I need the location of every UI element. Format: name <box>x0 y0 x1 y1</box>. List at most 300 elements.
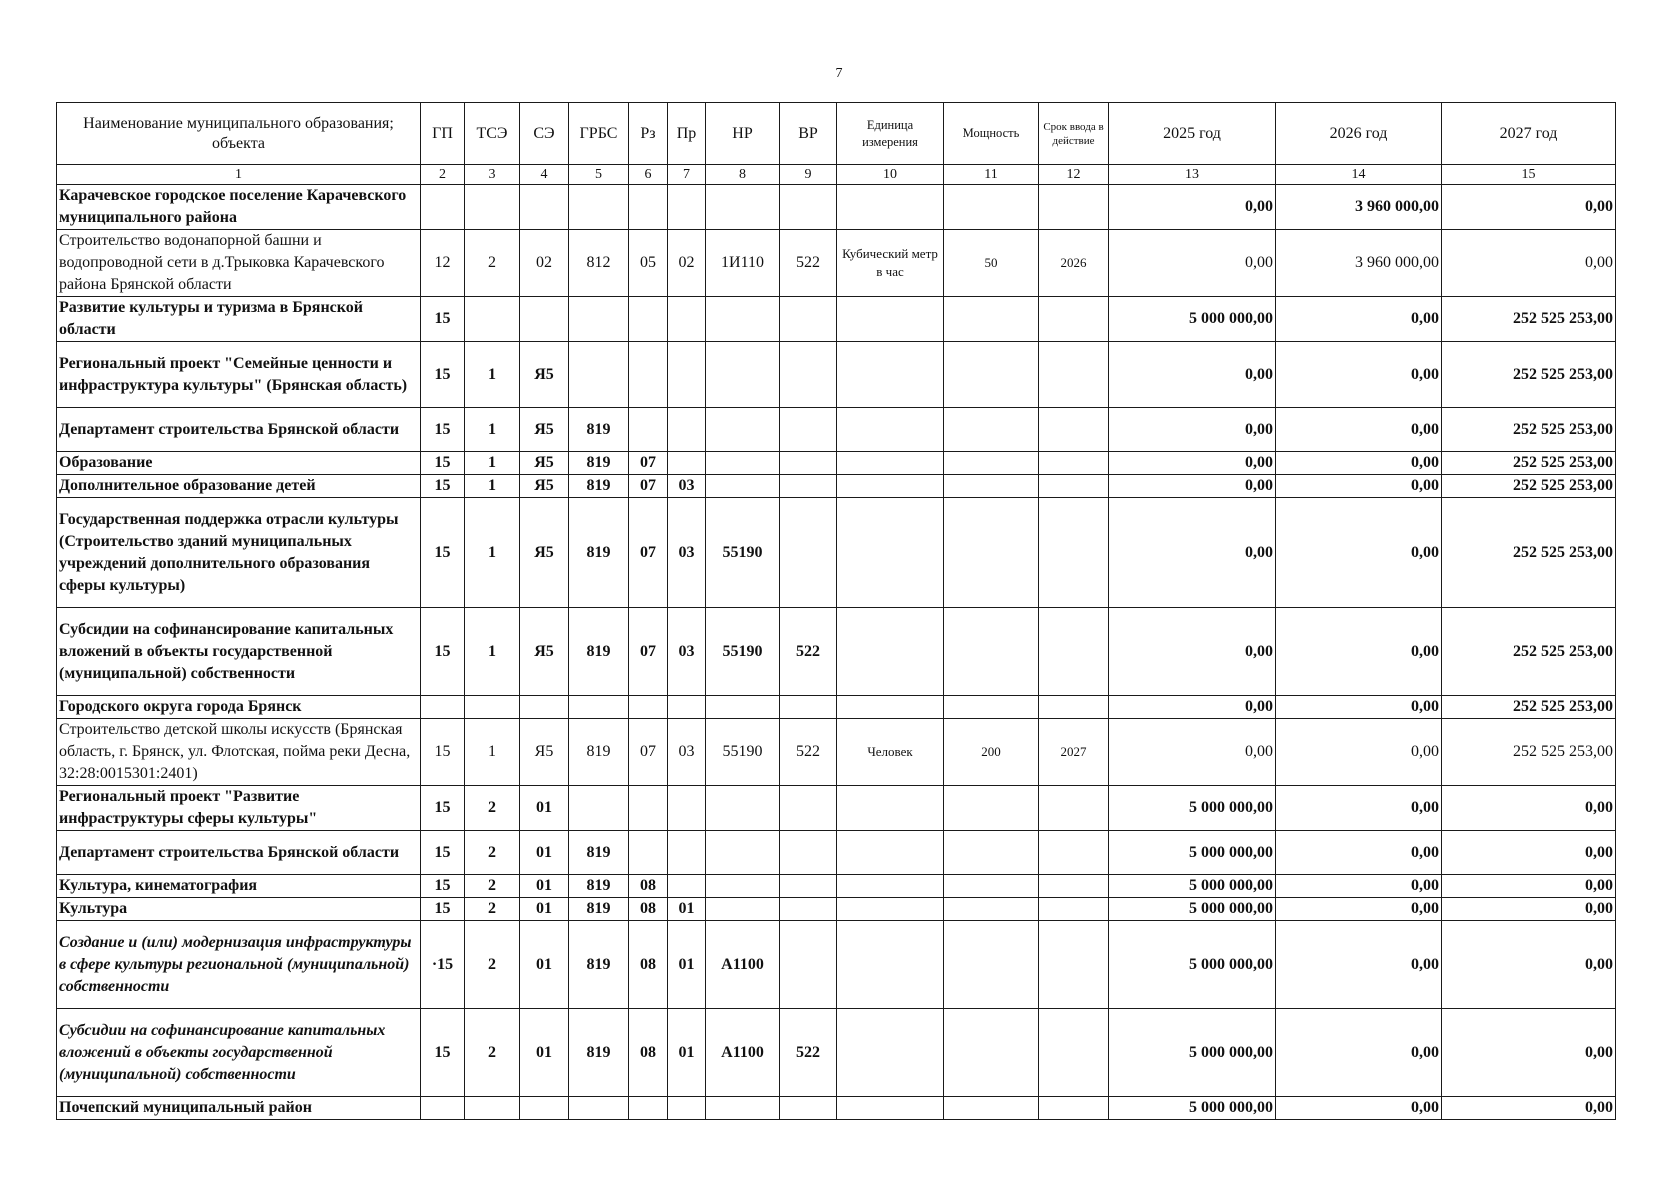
header-power: Мощность <box>944 103 1039 165</box>
cell-grbs: 819 <box>569 875 629 898</box>
cell-se <box>520 1097 569 1120</box>
cell-term <box>1039 786 1109 831</box>
cell-nr <box>706 875 780 898</box>
cell-unit <box>837 498 944 608</box>
cell-gp: 15 <box>421 786 465 831</box>
column-number: 8 <box>706 165 780 185</box>
header-2026: 2026 год <box>1276 103 1442 165</box>
cell-nr <box>706 408 780 452</box>
cell-grbs: 819 <box>569 498 629 608</box>
cell-grbs: 819 <box>569 898 629 921</box>
cell-y2026: 0,00 <box>1276 831 1442 875</box>
cell-grbs: 819 <box>569 408 629 452</box>
cell-y2026: 0,00 <box>1276 475 1442 498</box>
cell-pr: 03 <box>668 719 706 786</box>
cell-nr: 55190 <box>706 608 780 696</box>
cell-y2027: 0,00 <box>1442 898 1616 921</box>
cell-unit <box>837 1097 944 1120</box>
cell-rz <box>629 342 668 408</box>
cell-y2027: 0,00 <box>1442 1097 1616 1120</box>
cell-unit <box>837 1009 944 1097</box>
header-term: Срок ввода в действие <box>1039 103 1109 165</box>
cell-pr <box>668 342 706 408</box>
table-row <box>57 230 1616 297</box>
cell-y2026: 0,00 <box>1276 719 1442 786</box>
cell-y2027: 252 525 253,00 <box>1442 297 1616 342</box>
cell-grbs <box>569 786 629 831</box>
cell-vr <box>780 696 837 719</box>
cell-pr <box>668 297 706 342</box>
cell-unit <box>837 342 944 408</box>
header-tse: ТСЭ <box>465 103 520 165</box>
cell-name: Региональный проект "Семейные ценности и инфраструктура культуры" (Брянская область) <box>57 342 421 408</box>
cell-nr <box>706 831 780 875</box>
cell-power <box>944 1097 1039 1120</box>
table-row <box>57 719 1616 786</box>
cell-name: Карачевское городское поселение Карачевского муниципального района <box>57 185 421 230</box>
column-number: 6 <box>629 165 668 185</box>
cell-term <box>1039 185 1109 230</box>
budget-table <box>56 102 1616 1120</box>
cell-pr <box>668 875 706 898</box>
cell-power: 200 <box>944 719 1039 786</box>
header-2025: 2025 год <box>1109 103 1276 165</box>
cell-y2025: 5 000 000,00 <box>1109 1009 1276 1097</box>
cell-pr <box>668 408 706 452</box>
cell-grbs <box>569 297 629 342</box>
cell-gp: 15 <box>421 719 465 786</box>
cell-rz <box>629 408 668 452</box>
cell-name: Государственная поддержка отрасли культуры (Строительство зданий муниципальных учреждений дополнительного образования сферы культуры) <box>57 498 421 608</box>
cell-gp <box>421 185 465 230</box>
cell-rz: 08 <box>629 898 668 921</box>
cell-term <box>1039 921 1109 1009</box>
table-row <box>57 342 1616 408</box>
cell-tse: 1 <box>465 342 520 408</box>
cell-term: 2026 <box>1039 230 1109 297</box>
cell-y2026: 3 960 000,00 <box>1276 230 1442 297</box>
cell-unit: Человек <box>837 719 944 786</box>
cell-pr: 03 <box>668 498 706 608</box>
cell-name: Дополнительное образование детей <box>57 475 421 498</box>
cell-pr: 01 <box>668 1009 706 1097</box>
cell-power <box>944 297 1039 342</box>
cell-name: Развитие культуры и туризма в Брянской области <box>57 297 421 342</box>
cell-name: Департамент строительства Брянской области <box>57 408 421 452</box>
cell-term <box>1039 608 1109 696</box>
header-row <box>57 103 1616 165</box>
cell-term <box>1039 1009 1109 1097</box>
cell-unit: Кубический метр в час <box>837 230 944 297</box>
cell-rz: 08 <box>629 875 668 898</box>
cell-pr <box>668 786 706 831</box>
cell-nr <box>706 297 780 342</box>
cell-unit <box>837 608 944 696</box>
cell-name: Создание и (или) модернизация инфраструктуры в сфере культуры региональной (муниципальной) собственности <box>57 921 421 1009</box>
cell-power <box>944 921 1039 1009</box>
cell-grbs: 819 <box>569 452 629 475</box>
column-number: 4 <box>520 165 569 185</box>
cell-vr <box>780 498 837 608</box>
column-number: 14 <box>1276 165 1442 185</box>
cell-y2026: 0,00 <box>1276 608 1442 696</box>
cell-unit <box>837 786 944 831</box>
cell-y2027: 252 525 253,00 <box>1442 696 1616 719</box>
cell-se: Я5 <box>520 608 569 696</box>
table-row <box>57 475 1616 498</box>
table-row <box>57 185 1616 230</box>
header-pr: Пр <box>668 103 706 165</box>
cell-grbs: 819 <box>569 608 629 696</box>
table-row <box>57 921 1616 1009</box>
cell-se <box>520 297 569 342</box>
cell-y2025: 0,00 <box>1109 608 1276 696</box>
cell-vr <box>780 475 837 498</box>
cell-tse: 2 <box>465 921 520 1009</box>
cell-gp <box>421 1097 465 1120</box>
cell-grbs: 819 <box>569 719 629 786</box>
cell-se: Я5 <box>520 452 569 475</box>
column-number-row <box>57 165 1616 185</box>
cell-rz: 05 <box>629 230 668 297</box>
cell-tse: 2 <box>465 898 520 921</box>
header-rz: Рз <box>629 103 668 165</box>
cell-grbs: 819 <box>569 921 629 1009</box>
cell-y2026: 0,00 <box>1276 921 1442 1009</box>
cell-tse: 2 <box>465 1009 520 1097</box>
cell-unit <box>837 452 944 475</box>
cell-name: Региональный проект "Развитие инфраструктуры сферы культуры" <box>57 786 421 831</box>
column-number: 12 <box>1039 165 1109 185</box>
column-number: 11 <box>944 165 1039 185</box>
cell-y2026: 0,00 <box>1276 297 1442 342</box>
cell-power <box>944 408 1039 452</box>
cell-y2025: 0,00 <box>1109 185 1276 230</box>
cell-gp: 15 <box>421 342 465 408</box>
cell-se <box>520 185 569 230</box>
cell-se: Я5 <box>520 719 569 786</box>
cell-nr <box>706 696 780 719</box>
cell-y2027: 252 525 253,00 <box>1442 719 1616 786</box>
cell-power <box>944 498 1039 608</box>
cell-rz: 08 <box>629 921 668 1009</box>
cell-se: Я5 <box>520 342 569 408</box>
cell-nr: 55190 <box>706 719 780 786</box>
cell-power <box>944 452 1039 475</box>
cell-power <box>944 608 1039 696</box>
cell-rz <box>629 185 668 230</box>
cell-power: 50 <box>944 230 1039 297</box>
cell-nr <box>706 898 780 921</box>
cell-se: 01 <box>520 898 569 921</box>
cell-y2026: 0,00 <box>1276 498 1442 608</box>
cell-unit <box>837 831 944 875</box>
cell-grbs: 819 <box>569 831 629 875</box>
header-2027: 2027 год <box>1442 103 1616 165</box>
cell-rz: 08 <box>629 1009 668 1097</box>
cell-pr <box>668 696 706 719</box>
cell-y2026: 0,00 <box>1276 452 1442 475</box>
cell-name: Культура, кинематография <box>57 875 421 898</box>
cell-y2027: 0,00 <box>1442 185 1616 230</box>
cell-se <box>520 696 569 719</box>
cell-nr: А1100 <box>706 1009 780 1097</box>
cell-unit <box>837 898 944 921</box>
cell-y2025: 0,00 <box>1109 696 1276 719</box>
cell-power <box>944 475 1039 498</box>
cell-y2025: 5 000 000,00 <box>1109 921 1276 1009</box>
cell-vr <box>780 921 837 1009</box>
cell-gp: 15 <box>421 498 465 608</box>
cell-y2027: 252 525 253,00 <box>1442 475 1616 498</box>
cell-power <box>944 696 1039 719</box>
cell-unit <box>837 297 944 342</box>
cell-term <box>1039 297 1109 342</box>
cell-power <box>944 875 1039 898</box>
cell-nr: А1100 <box>706 921 780 1009</box>
cell-vr <box>780 831 837 875</box>
table-row <box>57 297 1616 342</box>
cell-y2027: 0,00 <box>1442 831 1616 875</box>
cell-y2026: 0,00 <box>1276 696 1442 719</box>
cell-gp: 15 <box>421 608 465 696</box>
cell-y2025: 0,00 <box>1109 498 1276 608</box>
column-number: 9 <box>780 165 837 185</box>
cell-term: 2027 <box>1039 719 1109 786</box>
cell-se: Я5 <box>520 498 569 608</box>
cell-nr <box>706 1097 780 1120</box>
column-number: 10 <box>837 165 944 185</box>
cell-y2025: 0,00 <box>1109 475 1276 498</box>
table-row <box>57 498 1616 608</box>
cell-pr: 01 <box>668 921 706 1009</box>
cell-gp: 15 <box>421 898 465 921</box>
cell-se: Я5 <box>520 408 569 452</box>
cell-y2026: 0,00 <box>1276 786 1442 831</box>
cell-rz: 07 <box>629 719 668 786</box>
header-se: СЭ <box>520 103 569 165</box>
cell-tse: 1 <box>465 408 520 452</box>
cell-y2027: 252 525 253,00 <box>1442 408 1616 452</box>
cell-tse: 2 <box>465 875 520 898</box>
cell-y2027: 0,00 <box>1442 786 1616 831</box>
cell-rz: 07 <box>629 608 668 696</box>
cell-nr <box>706 475 780 498</box>
cell-y2027: 0,00 <box>1442 230 1616 297</box>
cell-tse: 1 <box>465 498 520 608</box>
column-number: 15 <box>1442 165 1616 185</box>
cell-y2027: 0,00 <box>1442 875 1616 898</box>
cell-power <box>944 786 1039 831</box>
cell-rz <box>629 696 668 719</box>
table-row <box>57 898 1616 921</box>
cell-y2025: 5 000 000,00 <box>1109 1097 1276 1120</box>
cell-y2027: 0,00 <box>1442 1009 1616 1097</box>
header-nr: НР <box>706 103 780 165</box>
cell-y2027: 252 525 253,00 <box>1442 608 1616 696</box>
cell-vr: 522 <box>780 608 837 696</box>
column-number: 3 <box>465 165 520 185</box>
cell-name: Почепский муниципальный район <box>57 1097 421 1120</box>
cell-gp: ·15 <box>421 921 465 1009</box>
cell-vr: 522 <box>780 1009 837 1097</box>
cell-term <box>1039 831 1109 875</box>
cell-gp: 15 <box>421 297 465 342</box>
cell-se: 01 <box>520 831 569 875</box>
cell-unit <box>837 475 944 498</box>
cell-name: Субсидии на софинансирование капитальных вложений в объекты государственной (муниципальной) собственности <box>57 1009 421 1097</box>
cell-tse: 2 <box>465 230 520 297</box>
header-gp: ГП <box>421 103 465 165</box>
cell-y2026: 0,00 <box>1276 342 1442 408</box>
cell-tse <box>465 696 520 719</box>
cell-gp: 15 <box>421 831 465 875</box>
cell-unit <box>837 185 944 230</box>
cell-pr: 03 <box>668 608 706 696</box>
cell-y2025: 5 000 000,00 <box>1109 875 1276 898</box>
cell-power <box>944 831 1039 875</box>
cell-unit <box>837 875 944 898</box>
cell-vr <box>780 297 837 342</box>
cell-y2025: 5 000 000,00 <box>1109 898 1276 921</box>
table-body <box>57 185 1616 1120</box>
cell-tse: 1 <box>465 452 520 475</box>
cell-tse <box>465 1097 520 1120</box>
cell-rz <box>629 1097 668 1120</box>
cell-gp: 12 <box>421 230 465 297</box>
cell-y2025: 0,00 <box>1109 719 1276 786</box>
table-row <box>57 408 1616 452</box>
cell-name: Субсидии на софинансирование капитальных вложений в объекты государственной (муниципальной) собственности <box>57 608 421 696</box>
cell-tse: 2 <box>465 831 520 875</box>
cell-vr: 522 <box>780 719 837 786</box>
cell-unit <box>837 408 944 452</box>
cell-se: 01 <box>520 875 569 898</box>
cell-vr: 522 <box>780 230 837 297</box>
table-row <box>57 608 1616 696</box>
table-row <box>57 452 1616 475</box>
cell-vr <box>780 786 837 831</box>
cell-grbs <box>569 696 629 719</box>
cell-term <box>1039 875 1109 898</box>
cell-pr: 02 <box>668 230 706 297</box>
cell-gp: 15 <box>421 475 465 498</box>
cell-nr: 55190 <box>706 498 780 608</box>
table-row <box>57 831 1616 875</box>
cell-pr: 03 <box>668 475 706 498</box>
cell-grbs: 819 <box>569 1009 629 1097</box>
cell-y2026: 0,00 <box>1276 898 1442 921</box>
page-number: 7 <box>835 66 843 81</box>
cell-y2027: 252 525 253,00 <box>1442 498 1616 608</box>
column-number: 2 <box>421 165 465 185</box>
cell-pr <box>668 831 706 875</box>
cell-power <box>944 342 1039 408</box>
cell-nr <box>706 342 780 408</box>
header-name: Наименование муниципального образования; объекта <box>57 103 421 165</box>
cell-vr <box>780 1097 837 1120</box>
cell-grbs <box>569 185 629 230</box>
cell-y2026: 0,00 <box>1276 1097 1442 1120</box>
cell-rz: 07 <box>629 452 668 475</box>
cell-nr <box>706 185 780 230</box>
cell-y2025: 0,00 <box>1109 342 1276 408</box>
table-row <box>57 1097 1616 1120</box>
cell-name: Строительство водонапорной башни и водопроводной сети в д.Трыковка Карачевского района Брянской области <box>57 230 421 297</box>
cell-power <box>944 185 1039 230</box>
cell-name: Культура <box>57 898 421 921</box>
cell-rz <box>629 831 668 875</box>
cell-rz: 07 <box>629 498 668 608</box>
cell-tse: 1 <box>465 719 520 786</box>
cell-y2026: 0,00 <box>1276 408 1442 452</box>
cell-tse <box>465 297 520 342</box>
cell-term <box>1039 696 1109 719</box>
table-row <box>57 1009 1616 1097</box>
cell-tse: 2 <box>465 786 520 831</box>
cell-gp: 15 <box>421 875 465 898</box>
cell-pr <box>668 452 706 475</box>
cell-y2025: 0,00 <box>1109 230 1276 297</box>
cell-term <box>1039 1097 1109 1120</box>
cell-nr <box>706 452 780 475</box>
cell-power <box>944 898 1039 921</box>
cell-gp: 15 <box>421 1009 465 1097</box>
cell-grbs: 819 <box>569 475 629 498</box>
cell-tse <box>465 185 520 230</box>
cell-y2026: 0,00 <box>1276 1009 1442 1097</box>
cell-se: 01 <box>520 921 569 1009</box>
cell-y2026: 0,00 <box>1276 875 1442 898</box>
cell-term <box>1039 498 1109 608</box>
cell-vr <box>780 342 837 408</box>
cell-pr <box>668 185 706 230</box>
cell-vr <box>780 898 837 921</box>
column-number: 5 <box>569 165 629 185</box>
cell-grbs <box>569 342 629 408</box>
cell-unit <box>837 696 944 719</box>
cell-nr: 1И110 <box>706 230 780 297</box>
cell-y2025: 0,00 <box>1109 452 1276 475</box>
cell-term <box>1039 452 1109 475</box>
cell-name: Строительство детской школы искусств (Брянская область, г. Брянск, ул. Флотская, пойма реки Десна, 32:28:0015301:2401) <box>57 719 421 786</box>
cell-y2027: 252 525 253,00 <box>1442 342 1616 408</box>
cell-y2025: 5 000 000,00 <box>1109 786 1276 831</box>
cell-y2027: 252 525 253,00 <box>1442 452 1616 475</box>
cell-vr <box>780 875 837 898</box>
header-vr: ВР <box>780 103 837 165</box>
cell-vr <box>780 452 837 475</box>
cell-term <box>1039 342 1109 408</box>
cell-grbs: 812 <box>569 230 629 297</box>
cell-y2027: 0,00 <box>1442 921 1616 1009</box>
cell-term <box>1039 898 1109 921</box>
cell-y2026: 3 960 000,00 <box>1276 185 1442 230</box>
column-number: 13 <box>1109 165 1276 185</box>
cell-rz <box>629 786 668 831</box>
cell-tse: 1 <box>465 608 520 696</box>
cell-se: 01 <box>520 1009 569 1097</box>
cell-name: Образование <box>57 452 421 475</box>
cell-term <box>1039 408 1109 452</box>
cell-pr: 01 <box>668 898 706 921</box>
cell-se: 01 <box>520 786 569 831</box>
cell-rz <box>629 297 668 342</box>
cell-name: Департамент строительства Брянской области <box>57 831 421 875</box>
table-row <box>57 696 1616 719</box>
cell-se: Я5 <box>520 475 569 498</box>
column-number: 1 <box>57 165 421 185</box>
